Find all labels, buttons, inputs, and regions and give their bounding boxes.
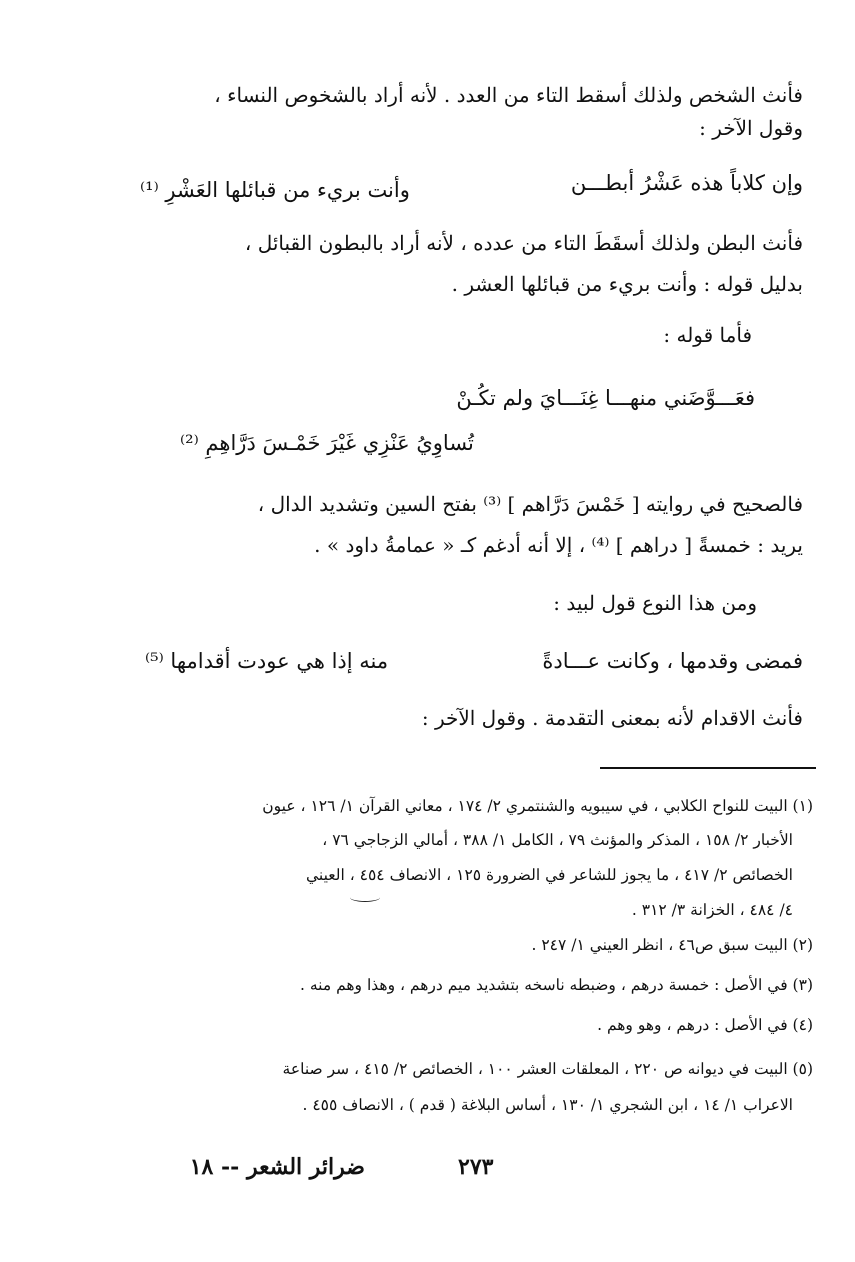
verse-1-first-hemistich: وإن كلاباً هذه عَشْرُ أبطـــن [570, 171, 803, 195]
body-line-5: فأما قوله : [663, 323, 752, 347]
footnote-1-line-3: الخصائص ٢/ ٤١٧ ، ما يجوز للشاعر في الضرورة ١٢٥ ، الانصاف ٤٥٤ ، العيني [306, 866, 793, 884]
body-line-9: فأنث الاقدام لأنه بمعنى التقدمة . وقول الآخر : [421, 706, 803, 730]
verse-1-second-hemistich: وأنت بريء من قبائلها العَشْرِ ⁽¹⁾ [140, 178, 410, 202]
footnote-4: (٤) في الأصل : درهم ، وهو وهم . [597, 1016, 813, 1034]
footnote-1-line-1: (١) البيت للنواح الكلابي ، في سيبويه والشنتمري ٢/ ١٧٤ ، معاني القرآن ١/ ١٢٦ ، عيون [262, 797, 813, 815]
page-number: ٢٧٣ [458, 1154, 494, 1180]
handwritten-underline-mark [350, 893, 380, 902]
body-line-3: فأنث البطن ولذلك أسقَطَ التاء من عدده ، لأنه أراد بالبطون القبائل ، [244, 231, 803, 255]
footnote-separator [600, 767, 816, 769]
running-title: ضرائر الشعر -- ١٨ [189, 1154, 365, 1180]
body-line-2: وقول الآخر : [699, 116, 803, 140]
footnote-2: (٢) البيت سبق ص٤٦ ، انظر العيني ١/ ٢٤٧ . [531, 936, 813, 954]
footnote-1-line-4: ٤/ ٤٨٤ ، الخزانة ٣/ ٣١٢ . [631, 901, 793, 919]
verse-3-first-hemistich: فمضى وقدمها ، وكانت عـــادةً [542, 649, 803, 673]
body-line-8: ومن هذا النوع قول لبيد : [553, 591, 757, 615]
footnote-1-line-2: الأخبار ٢/ ١٥٨ ، المذكر والمؤنث ٧٩ ، الكامل ١/ ٣٨٨ ، أمالي الزجاجي ٧٦ ، [322, 831, 793, 849]
body-line-1: فأنث الشخص ولذلك أسقط التاء من العدد . لأنه أراد بالشخوص النساء ، [214, 83, 803, 107]
body-line-6: فالصحيح في روايته [ خَمْسَ دَرَّاهم ] ⁽³⁾ بفتح السين وتشديد الدال ، [257, 492, 803, 516]
verse-2-second-hemistich: تُساوِيُ عَنْزِي غَيْرَ خَمْـسَ دَرَّاهِمِ ⁽²⁾ [180, 431, 474, 455]
footnote-3: (٣) في الأصل : خمسة درهم ، وضبطه ناسخه بتشديد ميم درهم ، وهذا وهم منه . [300, 976, 813, 994]
footnote-5-line-1: (٥) البيت في ديوانه ص ٢٢٠ ، المعلقات العشر ١٠٠ ، الخصائص ٢/ ٤١٥ ، سر صناعة [282, 1060, 813, 1078]
footnote-5-line-2: الاعراب ١/ ١٤ ، ابن الشجري ١/ ١٣٠ ، أساس البلاغة ( قدم ) ، الانصاف ٤٥٥ . [302, 1096, 793, 1114]
verse-2-first-hemistich: فعَـــوَّضَني منهـــا غِنَـــايَ ولم تكُـنْ [456, 386, 755, 410]
verse-3-second-hemistich: منه إذا هي عودت أقدامها ⁽⁵⁾ [145, 649, 389, 673]
body-line-4: بدليل قوله : وأنت بريء من قبائلها العشر . [451, 272, 803, 296]
body-line-7: يريد : خمسةً [ دراهم ] ⁽⁴⁾ ، إلا أنه أدغم كـ « عمامةُ داود » . [314, 533, 803, 557]
